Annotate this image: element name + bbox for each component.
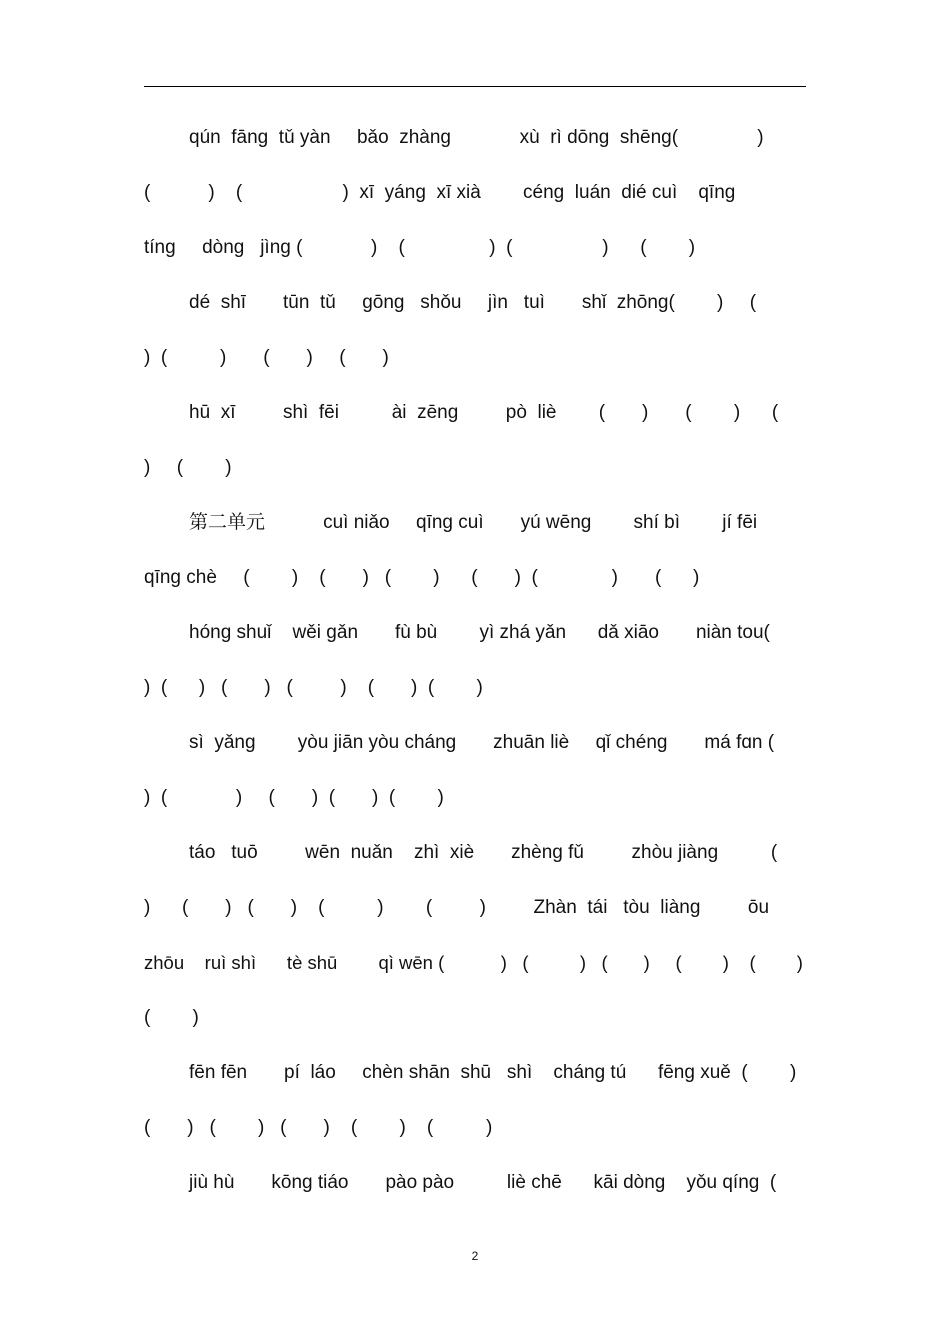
page-number: 2: [471, 1249, 479, 1263]
text-line-12: sì yǎng yòu jiān yòu cháng zhuān liè qǐ chéng má fɑn (: [189, 732, 775, 753]
text-line-18: fēn fēn pí láo chèn shān shū shì cháng tú fēng xuě ( ): [189, 1062, 797, 1083]
text-line-1: qún fāng tǔ yàn bǎo zhàng xù rì dōng shēng( ): [189, 127, 764, 148]
text-line-5: ) ( ) ( ) ( ): [144, 347, 389, 368]
text-line-2: ( ) ( ) xī yáng xī xià céng luán dié cuì qīng: [144, 182, 736, 203]
text-line-7: ) ( ): [144, 457, 232, 478]
header-rule: [144, 86, 806, 87]
text-line-6: hū xī shì fēi ài zēng pò liè ( ) ( ) (: [189, 402, 779, 423]
text-line-19: ( ) ( ) ( ) ( ) ( ): [144, 1117, 493, 1138]
text-line-14: táo tuō wēn nuǎn zhì xiè zhèng fǔ zhòu jiàng (: [189, 842, 778, 863]
text-line-16: zhōu ruì shì tè shū qì wēn ( ) ( ) ( ) ( ) ( ): [144, 952, 803, 973]
text-line-8-unit-heading: 第二单元 cuì niǎo qīng cuì yú wēng shí bì jí fēi: [189, 512, 758, 533]
text-line-3: tíng dòng jìng ( ) ( ) ( ) ( ): [144, 237, 696, 258]
text-line-9: qīng chè ( ) ( ) ( ) ( ) ( ) ( ): [144, 567, 700, 588]
text-line-15: ) ( ) ( ) ( ) ( ) Zhàn tái tòu liàng ōu: [144, 897, 770, 918]
text-line-20: jiù hù kōng tiáo pào pào liè chē kāi dòng yǒu qíng (: [189, 1172, 777, 1193]
text-line-10: hóng shuǐ wěi gǎn fù bù yì zhá yǎn dǎ xiāo niàn tou(: [189, 622, 770, 643]
text-line-17: ( ): [144, 1007, 199, 1028]
text-line-11: ) ( ) ( ) ( ) ( ) ( ): [144, 677, 483, 698]
text-line-4: dé shī tūn tǔ gōng shǒu jìn tuì shǐ zhōng( ) (: [189, 292, 757, 313]
text-line-13: ) ( ) ( ) ( ) ( ): [144, 787, 444, 808]
